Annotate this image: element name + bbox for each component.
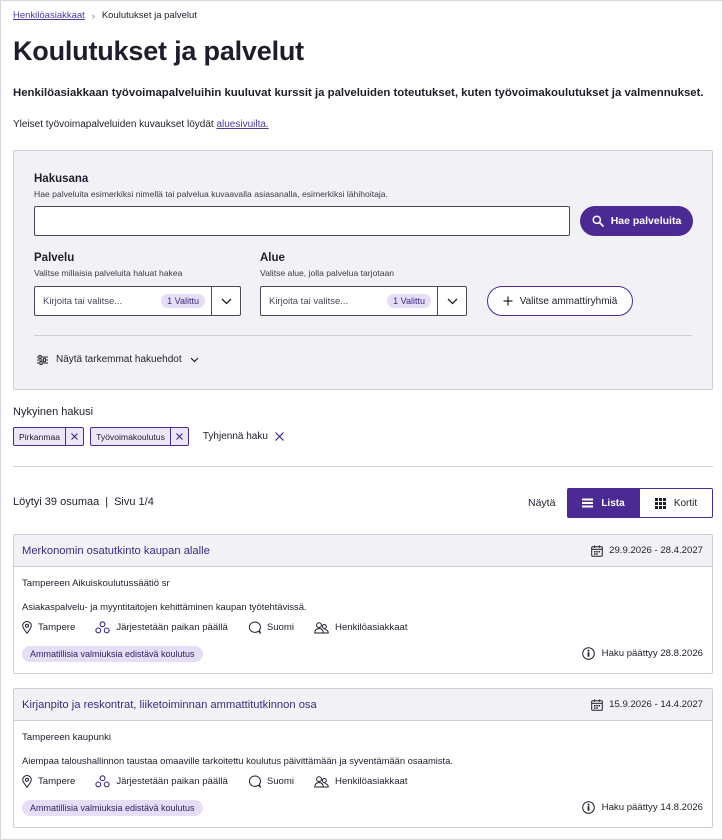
view-cards-label: Kortit [673,497,698,509]
service-selected-badge: 1 Valittu [161,294,205,308]
aluesivut-link[interactable]: aluesivuilta. [216,119,269,130]
breadcrumb-current: Koulutukset ja palvelut [101,10,197,21]
meta-mode-text: Järjestetään paikan päällä [116,776,228,787]
search-label: Hakusana [34,173,89,185]
service-label: Palvelu [34,252,75,264]
meta-language-text: Suomi [266,622,295,633]
result-card-deadline [582,801,703,814]
result-card-title[interactable]: Kirjanpito ja reskontrat, liiketoiminnan ammattitutkinnon osa [22,698,317,711]
result-card-dates-text: 15.9.2026 - 14.4.2027 [609,699,703,710]
remove-filter-button[interactable] [65,428,83,445]
breadcrumb-separator: › [91,10,95,21]
group-icon [95,621,110,634]
results-summary [13,496,154,508]
result-card [13,534,713,674]
more-search-options-toggle[interactable] [37,354,199,365]
result-card-description: Aiempaa taloushallinnon taustaa omaaville tarkoitettu koulutus päivittämään ja syventämään osaamista. [22,755,453,766]
result-card [13,688,713,828]
result-card-meta [22,775,408,788]
result-card-meta [22,621,408,634]
info-icon [582,801,595,814]
result-card-deadline-text: Haku päättyy 28.8.2026 [601,648,703,659]
breadcrumb-link-henkiloasiakkaat[interactable]: Henkilöasiakkaat [13,10,85,21]
result-card-organizer: Tampereen Aikuiskoulutussäätiö sr [22,578,170,589]
more-search-options-label: Näytä tarkemmat hakuehdot [56,354,182,365]
meta-mode [95,621,227,634]
result-card-dates [591,699,703,711]
result-card-header [14,535,712,567]
clear-search-button[interactable] [203,431,284,442]
section-divider [13,466,713,467]
result-card-header [14,689,712,721]
info-icon [582,647,595,660]
people-icon [314,776,329,788]
close-icon [176,433,183,440]
meta-audience-text: Henkilöasiakkaat [335,776,408,787]
current-search-label: Nykyinen hakusi [13,406,94,418]
meta-mode [95,775,227,788]
sliders-icon [37,355,48,365]
meta-mode-text: Järjestetään paikan päällä [116,622,228,633]
people-icon [314,622,329,634]
search-input[interactable] [34,206,570,236]
results-page: Sivu 1/4 [114,496,154,508]
service-combobox[interactable] [34,286,241,316]
speech-bubble-icon [248,621,261,634]
result-card-dates-text: 29.9.2026 - 28.4.2027 [609,545,703,556]
group-icon [95,775,110,788]
select-occupations-label: Valitse ammattiryhmiä [519,295,618,307]
search-panel [13,150,713,390]
filter-chip-label: Työvoimakoulutus [96,431,165,442]
view-list-label: Lista [601,497,625,509]
service-placeholder: Kirjoita tai valitse... [43,295,123,307]
area-placeholder: Kirjoita tai valitse... [269,295,349,307]
meta-location-text: Tampere [38,622,76,633]
service-dropdown-toggle[interactable] [211,287,240,315]
search-button[interactable] [580,206,693,236]
view-label: Näytä [528,497,556,509]
speech-bubble-icon [248,775,261,788]
meta-audience [314,776,408,788]
panel-divider [34,335,692,336]
result-card-title[interactable]: Merkonomin osatutkinto kaupan alalle [22,544,210,557]
filter-chip-label: Pirkanmaa [19,431,61,442]
result-card-dates [591,545,703,557]
calendar-icon [591,545,603,557]
location-pin-icon [22,775,32,788]
meta-location [22,775,75,788]
calendar-icon [591,699,603,711]
plus-icon [503,296,513,306]
select-occupations-button[interactable] [487,286,633,316]
meta-location [22,621,75,634]
meta-location-text: Tampere [38,776,76,787]
area-selected-badge: 1 Valittu [387,294,431,308]
view-toggle [567,488,713,518]
meta-audience [314,622,408,634]
meta-audience-text: Henkilöasiakkaat [335,622,408,633]
list-icon [582,498,593,508]
view-cards-button[interactable] [640,488,713,518]
page-title: Koulutukset ja palvelut [13,36,304,66]
area-combobox[interactable] [260,286,467,316]
location-pin-icon [22,621,32,634]
view-list-button[interactable] [567,488,640,518]
breadcrumb [13,10,197,21]
results-divider: | [105,496,109,508]
search-hint: Hae palveluita esimerkiksi nimellä tai palvelua kuvaavalla asiasanalla, esimerkiksi lähihoitaja. [34,189,388,199]
general-info-text: Yleiset työvoimapalveluiden kuvaukset löydät [13,119,214,130]
clear-search-label: Tyhjennä haku [202,431,268,442]
filter-chip-tyovoimakoulutus [90,427,189,446]
grid-icon [655,498,666,509]
remove-filter-button[interactable] [170,428,188,445]
chevron-down-icon [447,298,458,305]
page-intro: Henkilöasiakkaan työvoimapalveluihin kuuluvat kurssit ja palveluiden toteutukset, kuten työvoimakoulutukset ja valmennukset. [13,87,704,99]
area-hint: Valitse alue, jolla palvelua tarjotaan [260,268,395,278]
search-button-label: Hae palveluita [610,215,682,227]
meta-language-text: Suomi [266,776,295,787]
general-info [13,119,269,130]
chevron-down-icon [221,298,232,305]
result-card-organizer: Tampereen kaupunki [22,732,112,743]
meta-language [248,775,294,788]
filter-chip-pirkanmaa [13,427,84,446]
result-card-deadline [582,647,703,660]
result-card-deadline-text: Haku päättyy 14.8.2026 [601,802,703,813]
result-card-tag: Ammatillisia valmiuksia edistävä koulutus [22,800,203,816]
area-label: Alue [260,252,285,264]
search-icon [592,215,604,227]
chevron-down-icon [190,357,199,363]
current-search-chips [13,427,284,446]
service-hint: Valitse millaisia palveluita haluat hakea [34,268,183,278]
area-dropdown-toggle[interactable] [437,287,466,315]
results-count: Löytyi 39 osumaa [13,496,100,508]
result-card-description: Asiakaspalvelu- ja myyntitaitojen kehittäminen kaupan työtehtävissä. [22,601,307,612]
result-card-tag: Ammatillisia valmiuksia edistävä koulutus [22,646,203,662]
meta-language [248,621,294,634]
close-icon [71,433,78,440]
close-icon [275,432,284,441]
